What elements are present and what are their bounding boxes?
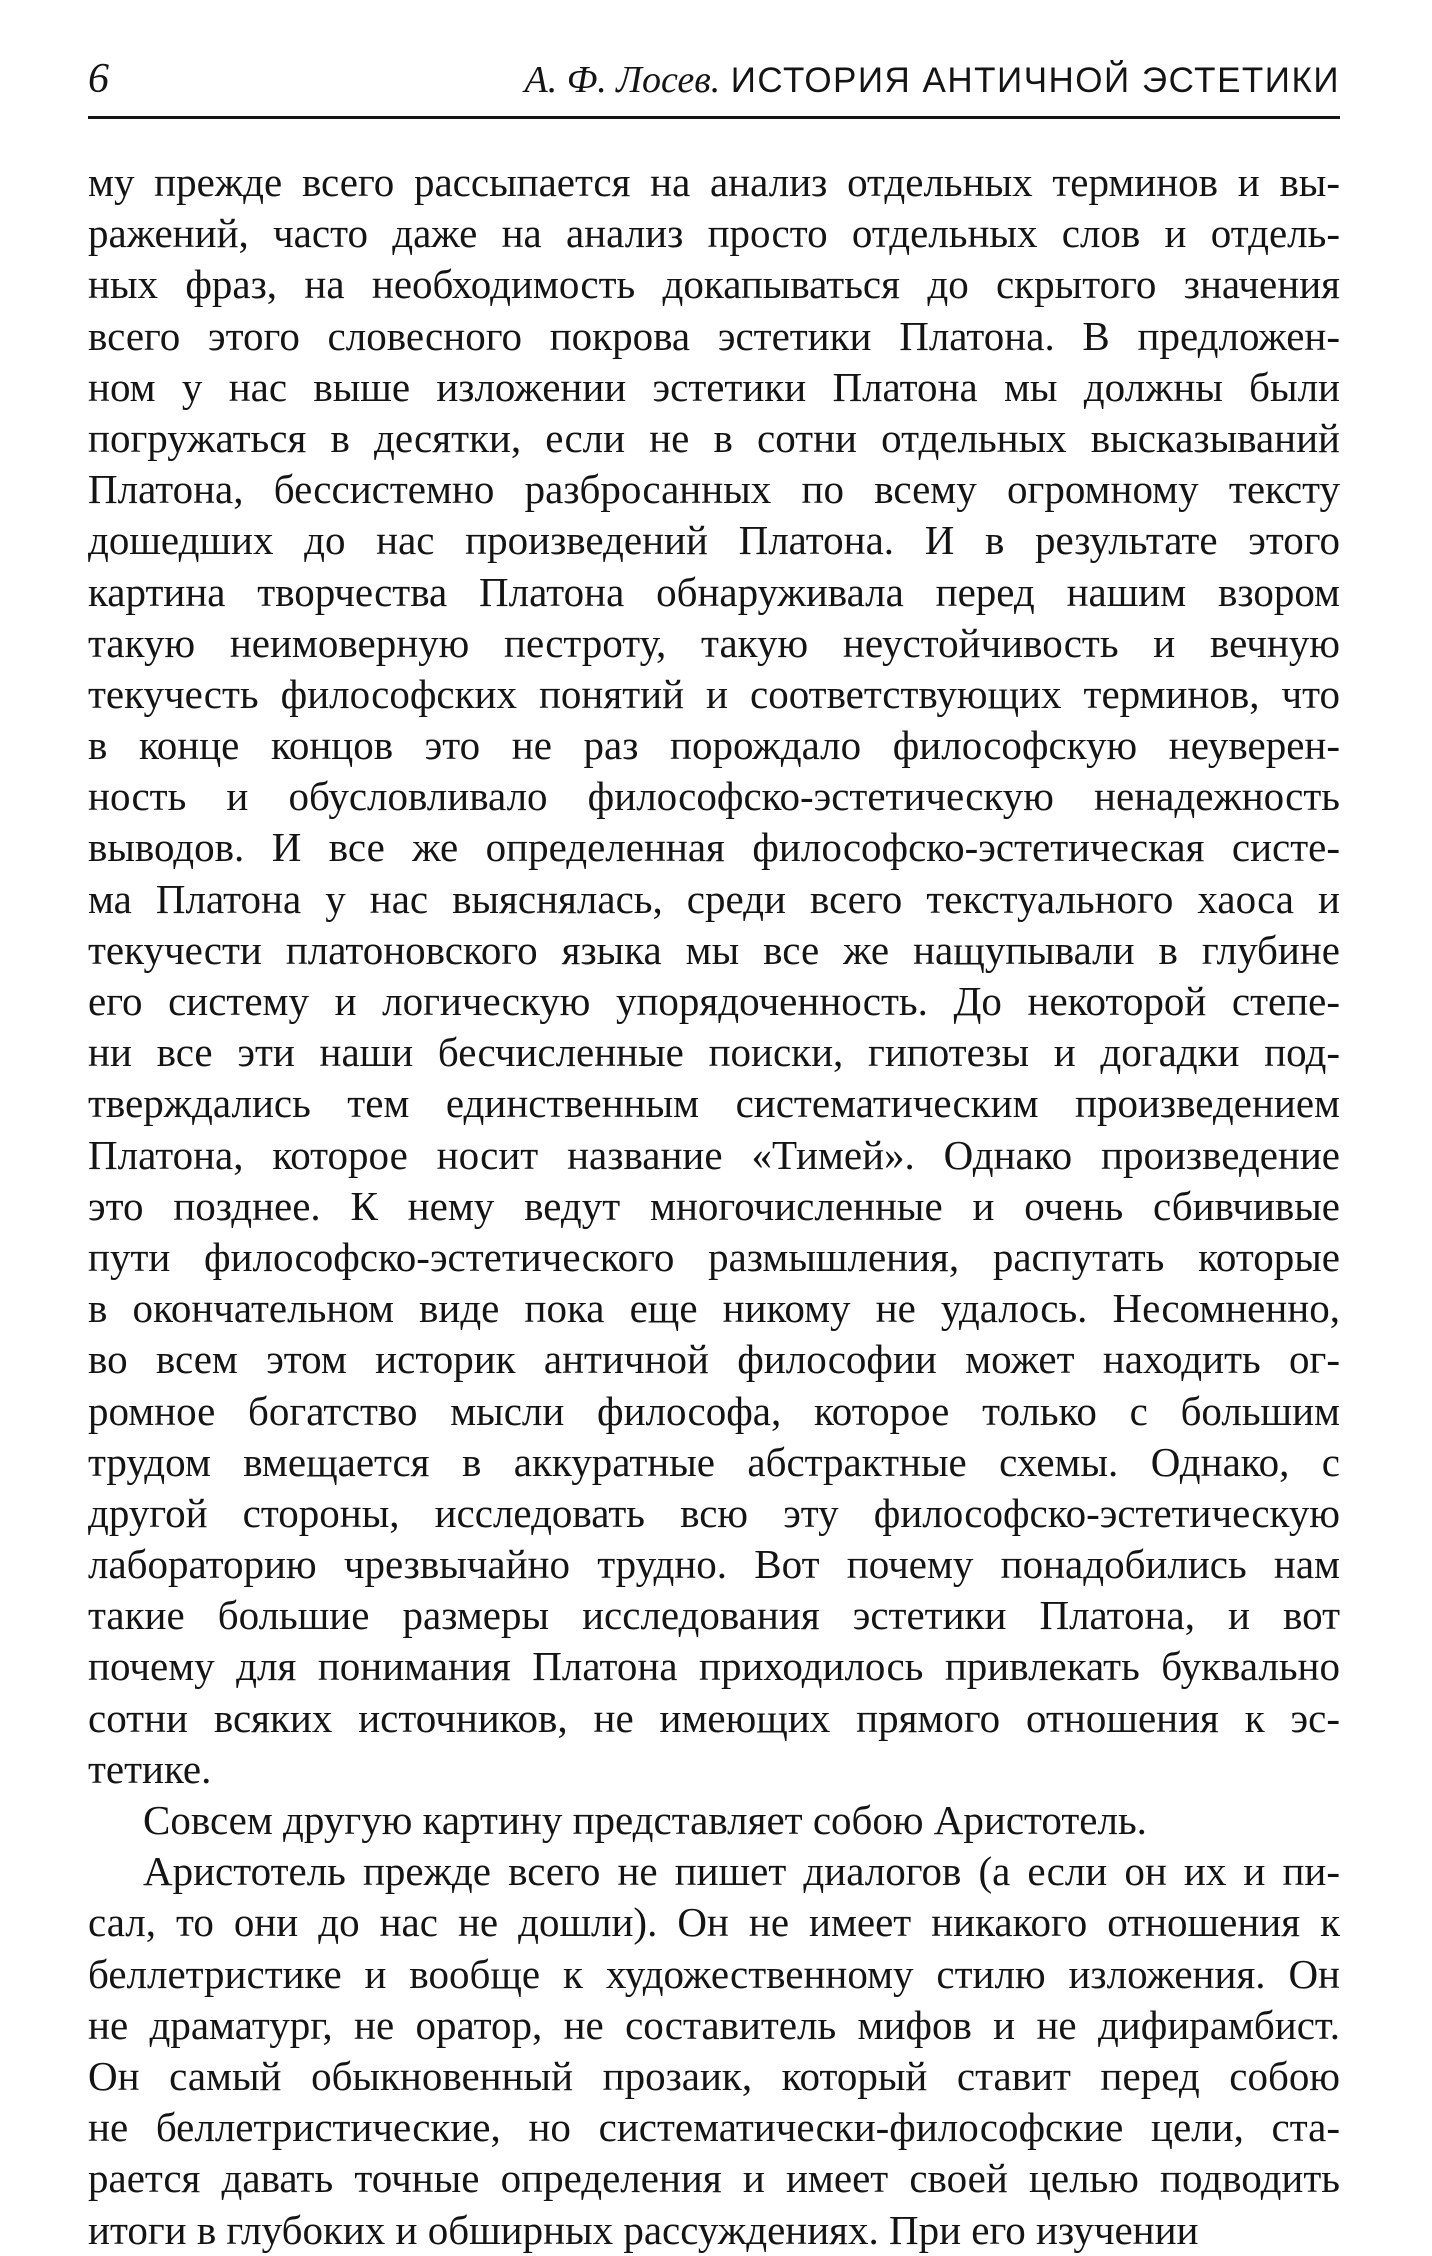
text-line: такие большие размеры исследования эстетики Платона, и вот bbox=[88, 1592, 1340, 1639]
text-line: итоги в глубоких и обширных рассуждениях. При его изучении bbox=[88, 2206, 1199, 2253]
text-line: в окончательном виде пока еще никому не удалось. Несомненно, bbox=[88, 1285, 1340, 1332]
text-line: Платона, бессистемно разбросанных по всему огромному тексту bbox=[88, 466, 1340, 513]
text-line: Аристотель прежде всего не пишет диалогов (а если он их и пи- bbox=[143, 1848, 1340, 1895]
text-line: лабораторию чрезвычайно трудно. Вот почему понадобились нам bbox=[88, 1541, 1340, 1588]
page-number: 6 bbox=[88, 56, 109, 102]
text-line: не беллетристические, но систематически-философские цели, ста- bbox=[88, 2104, 1340, 2151]
text-line: сотни всяких источников, не имеющих прямого отношения к эс- bbox=[88, 1694, 1340, 1741]
body-text bbox=[88, 157, 1340, 2256]
text-line: рается давать точные определения и имеет своей целью подводить bbox=[88, 2155, 1340, 2202]
text-line: сал, то они до нас не дошли). Он не имеет никакого отношения к bbox=[88, 1899, 1340, 1946]
text-line: выводов. И все же определенная философско-эстетическая систе- bbox=[88, 824, 1340, 871]
text-line: Он самый обыкновенный прозаик, который ставит перед собою bbox=[88, 2052, 1340, 2099]
text-line: это позднее. К нему ведут многочисленные и очень сбивчивые bbox=[88, 1182, 1340, 1229]
running-header bbox=[88, 58, 1340, 114]
text-line: во всем этом историк античной философии может находить ог- bbox=[88, 1336, 1340, 1383]
text-line: не драматург, не оратор, не составитель мифов и не дифирамбист. bbox=[88, 2001, 1340, 2048]
text-line: ность и обусловливало философско-эстетическую ненадежность bbox=[88, 773, 1340, 820]
text-line: в конце концов это не раз порождало философскую неуверен- bbox=[88, 722, 1340, 769]
text-line: всего этого словесного покрова эстетики Платона. В предложен- bbox=[88, 312, 1340, 359]
text-line: тетике. bbox=[88, 1745, 212, 1792]
book-page bbox=[88, 58, 1340, 2256]
text-line: его систему и логическую упорядоченность. До некоторой степе- bbox=[88, 978, 1340, 1024]
running-head-title: ИСТОРИЯ АНТИЧНОЙ ЭСТЕТИКИ bbox=[730, 61, 1340, 100]
text-line: текучесть философских понятий и соответствующих терминов, что bbox=[88, 670, 1340, 717]
text-line: беллетристике и вообще к художественному стилю изложения. Он bbox=[88, 1950, 1340, 1997]
text-line: му прежде всего рассыпается на анализ отдельных терминов и вы- bbox=[88, 159, 1340, 205]
running-head bbox=[525, 61, 1340, 99]
text-line: Совсем другую картину представляет собою Аристотель. bbox=[143, 1797, 1147, 1843]
running-head-author: А. Ф. Лосев. bbox=[524, 59, 721, 101]
text-line: ма Платона у нас выяснялась, среди всего текстуального хаоса и bbox=[88, 875, 1340, 922]
text-line: ражений, часто даже на анализ просто отдельных слов и отдель- bbox=[88, 210, 1340, 257]
text-line: тверждались тем единственным систематическим произведением bbox=[88, 1080, 1340, 1127]
text-line: погружаться в десятки, если не в сотни отдельных высказываний bbox=[88, 414, 1340, 461]
text-line: почему для понимания Платона приходилось привлекать буквально bbox=[88, 1643, 1340, 1690]
text-line: Платона, которое носит название «Тимей». Однако произведение bbox=[88, 1131, 1340, 1178]
text-line: другой стороны, исследовать всю эту философско-эстетическую bbox=[88, 1489, 1340, 1536]
text-line: картина творчества Платона обнаруживала перед нашим взором bbox=[88, 568, 1340, 615]
text-line: ном у нас выше изложении эстетики Платона мы должны были bbox=[88, 363, 1340, 410]
text-line: ных фраз, на необходимость докапываться до скрытого значения bbox=[88, 261, 1340, 308]
text-line: трудом вмещается в аккуратные абстрактные схемы. Однако, с bbox=[88, 1438, 1340, 1485]
text-line: дошедших до нас произведений Платона. И в результате этого bbox=[88, 517, 1340, 564]
text-line: ни все эти наши бесчисленные поиски, гипотезы и догадки под- bbox=[88, 1029, 1340, 1076]
text-line: текучести платоновского языка мы все же нащупывали в глубине bbox=[88, 926, 1340, 973]
header-rule bbox=[88, 116, 1340, 119]
text-line: такую неимоверную пестроту, такую неустойчивость и вечную bbox=[88, 619, 1340, 666]
text-line: ромное богатство мысли философа, которое только с большим bbox=[88, 1387, 1340, 1434]
text-line: пути философско-эстетического размышления, распутать которые bbox=[88, 1233, 1340, 1280]
